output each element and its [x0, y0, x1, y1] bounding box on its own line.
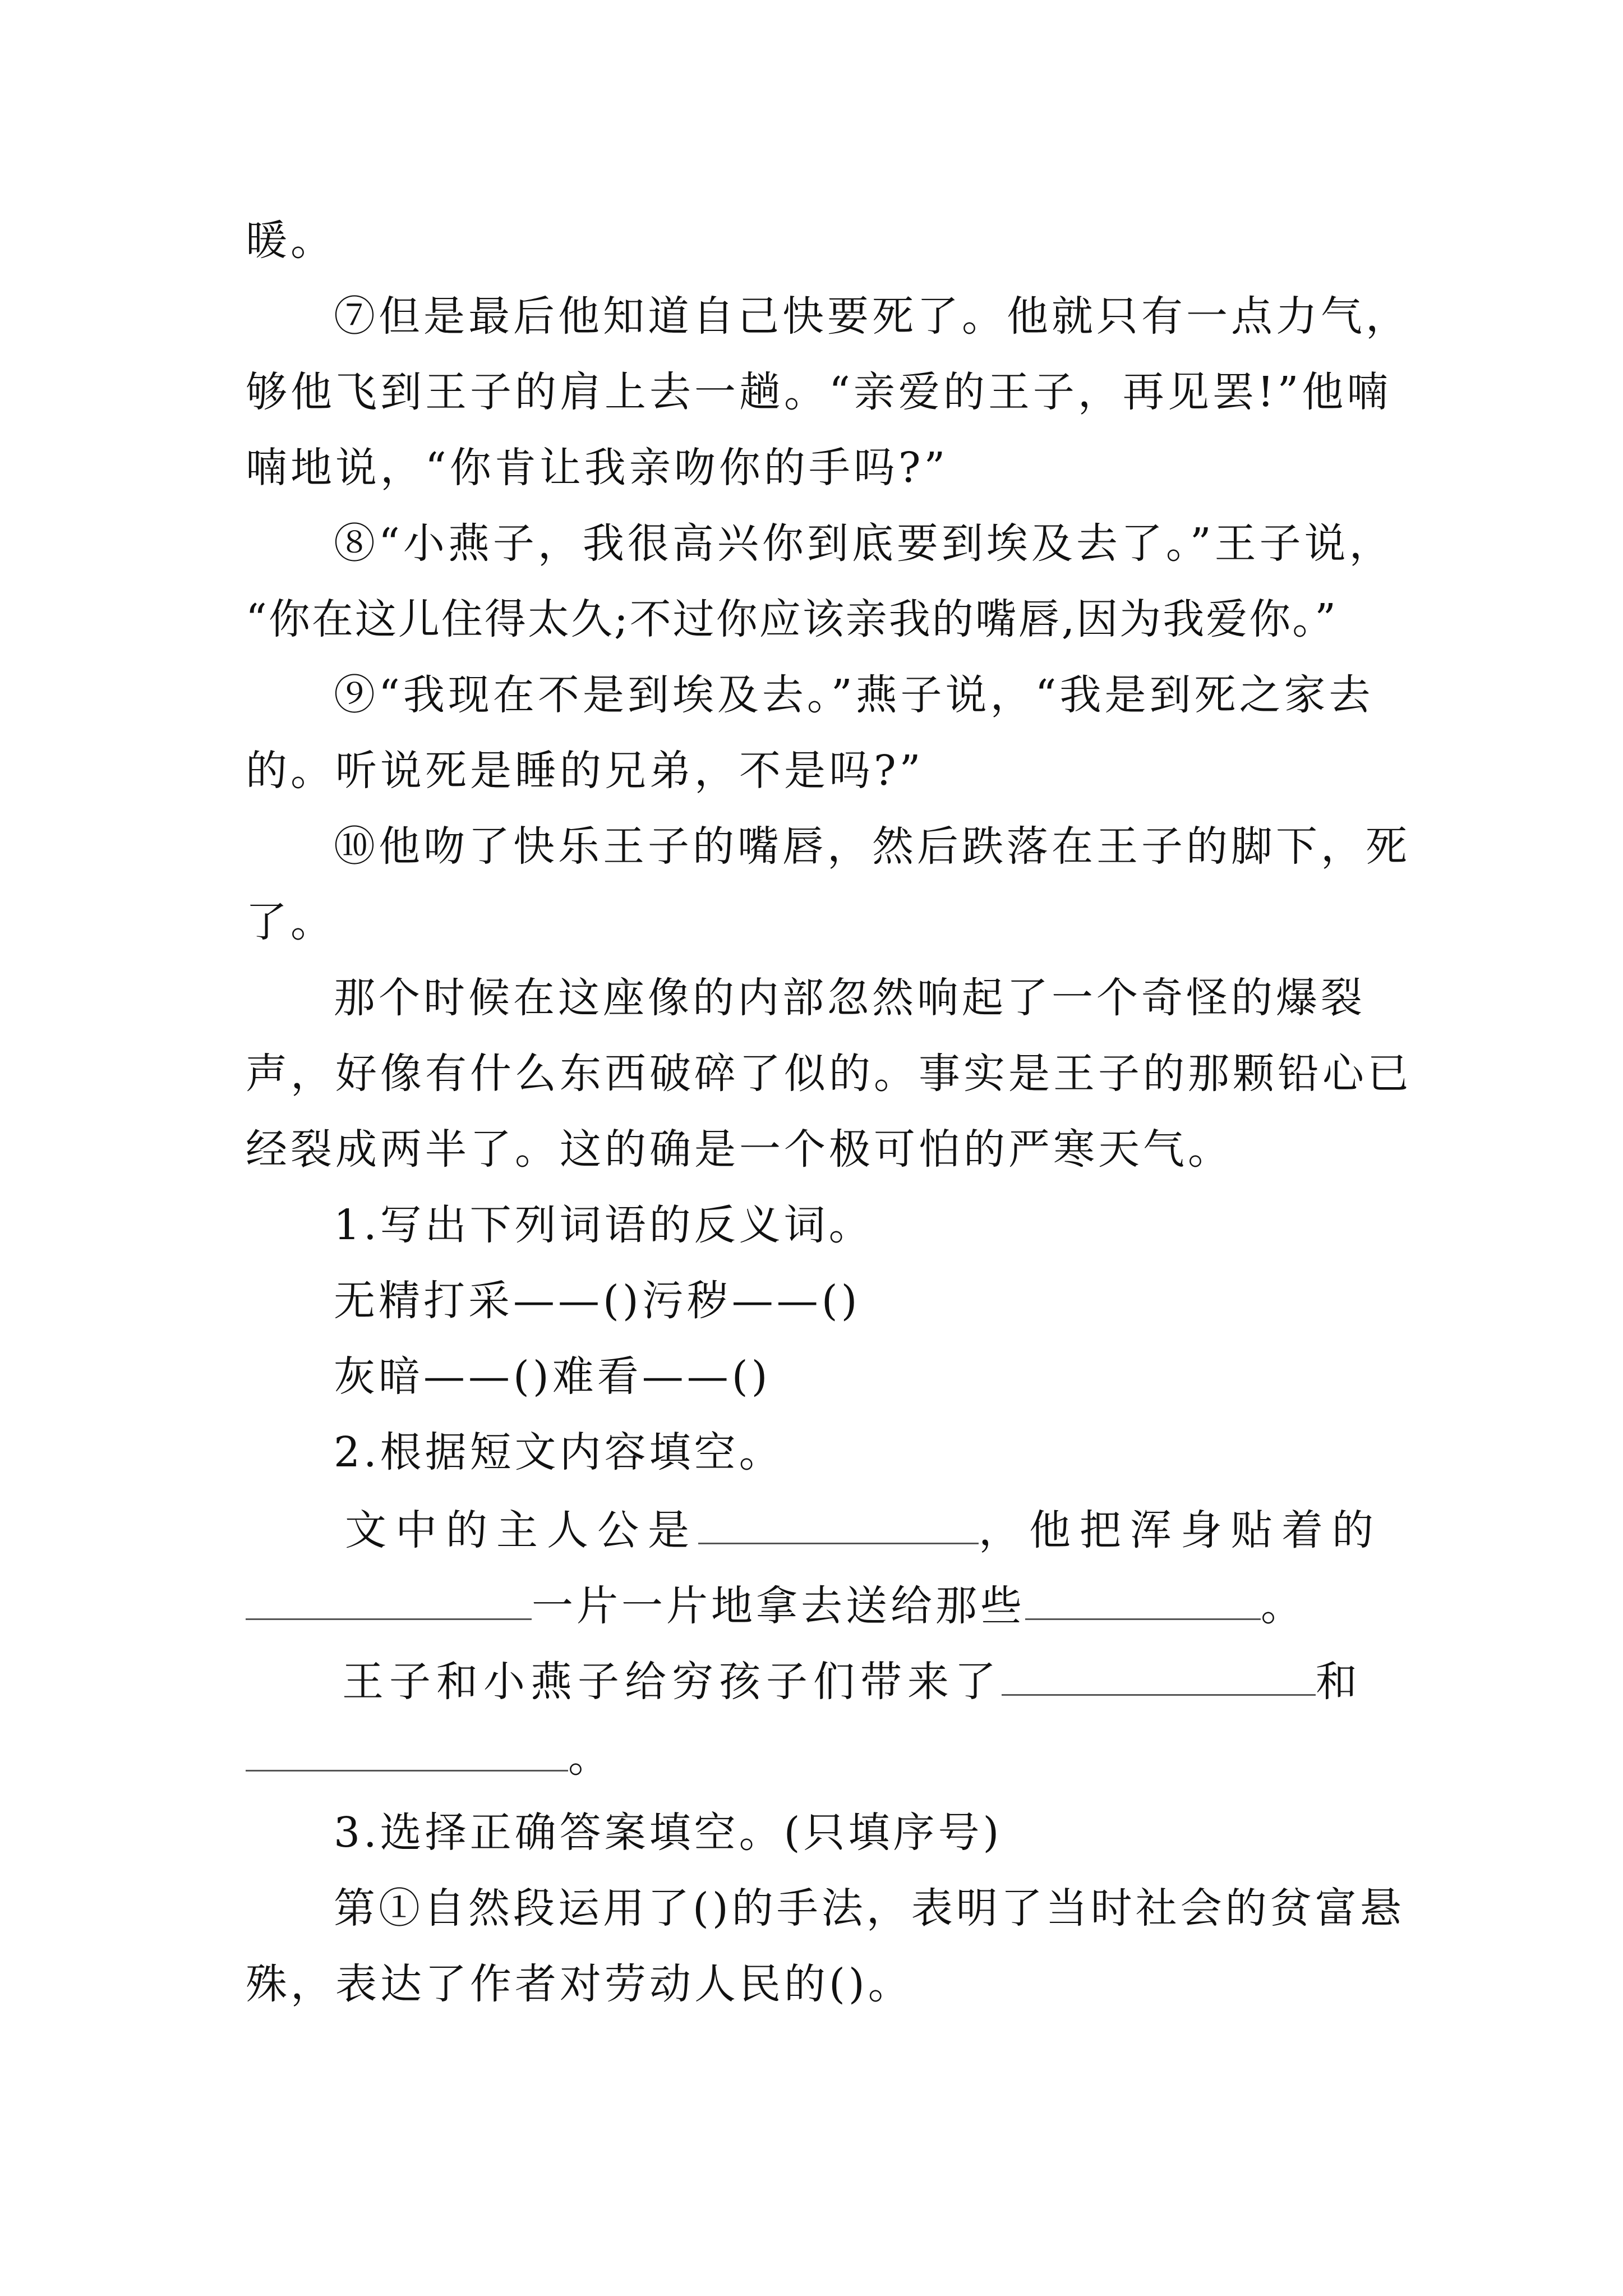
question-2-line-1-tail: ，他把浑身贴着的 [979, 1506, 1382, 1554]
question-2-line-3-tail: 和 [1316, 1658, 1363, 1706]
paragraph-8-line-2: “你在这儿住得太久;不过你应该亲我的嘴唇,因为我爱你。” [246, 595, 1338, 643]
question-2-line-1 [345, 1506, 1382, 1554]
paragraph-6-end: 暖。 [246, 217, 335, 265]
paragraph-11-line-2: 声，好像有什么东西破碎了似的。事实是王子的那颗铅心已 [246, 1050, 1412, 1098]
paragraph-11-line-1: 那个时候在这座像的内部忽然响起了一个奇怪的爆裂 [334, 974, 1366, 1022]
paragraph-11-line-3: 经裂成两半了。这的确是一个极可怕的严寒天气。 [246, 1125, 1233, 1174]
question-2-line-4-tail: 。 [568, 1733, 613, 1782]
question-2-line-4 [246, 1733, 613, 1782]
paragraph-10-line-2: 了。 [246, 898, 335, 946]
paragraph-9-line-1: ⑨“我现在不是到埃及去。”燕子说，“我是到死之家去 [334, 671, 1374, 719]
paragraph-8-line-1: ⑧“小燕子，我很高兴你到底要到埃及去了。”王子说， [334, 519, 1394, 568]
question-3-title: 3.选择正确答案填空。(只填序号) [334, 1809, 1003, 1857]
question-2-line-2-tail: 。 [1261, 1582, 1306, 1630]
paragraph-9-line-2: 的。听说死是睡的兄弟，不是吗?” [246, 747, 924, 795]
question-1-line-1: 无精打采——()污秽——() [334, 1277, 861, 1325]
question-2-line-2 [246, 1582, 1306, 1630]
paragraph-7-line-1: ⑦但是最后他知道自己快要死了。他就只有一点力气， [334, 292, 1410, 341]
answer-blank-brought-2[interactable] [246, 1736, 568, 1772]
question-3-line-1: 第①自然段运用了()的手法，表明了当时社会的贫富悬 [334, 1884, 1405, 1932]
question-3-line-2: 殊，表达了作者对劳动人民的()。 [246, 1960, 913, 2008]
answer-blank-protagonist[interactable] [698, 1509, 979, 1544]
question-2-line-3-text: 王子和小燕子给穷孩子们带来了 [342, 1658, 1002, 1706]
question-2-title: 2.根据短文内容填空。 [334, 1428, 784, 1476]
answer-blank-brought-1[interactable] [1002, 1660, 1316, 1696]
question-2-line-2-text: 一片一片地拿去送给那些 [532, 1582, 1025, 1630]
question-2-line-1-text: 文中的主人公是 [345, 1506, 698, 1554]
question-1-line-2: 灰暗——()难看——() [334, 1352, 771, 1401]
question-2-line-3 [342, 1658, 1363, 1706]
answer-blank-recipients[interactable] [1025, 1585, 1261, 1620]
paragraph-10-line-1: ⑩他吻了快乐王子的嘴唇，然后跌落在王子的脚下，死 [334, 822, 1410, 871]
paragraph-7-line-3: 喃地说，“你肯让我亲吻你的手吗?” [246, 444, 949, 492]
question-1-title: 1.写出下列词语的反义词。 [334, 1201, 874, 1249]
answer-blank-gold-leaf[interactable] [246, 1585, 532, 1620]
paragraph-7-line-2: 够他飞到王子的肩上去一趟。“亲爱的王子，再见罢!”他喃 [246, 368, 1392, 416]
